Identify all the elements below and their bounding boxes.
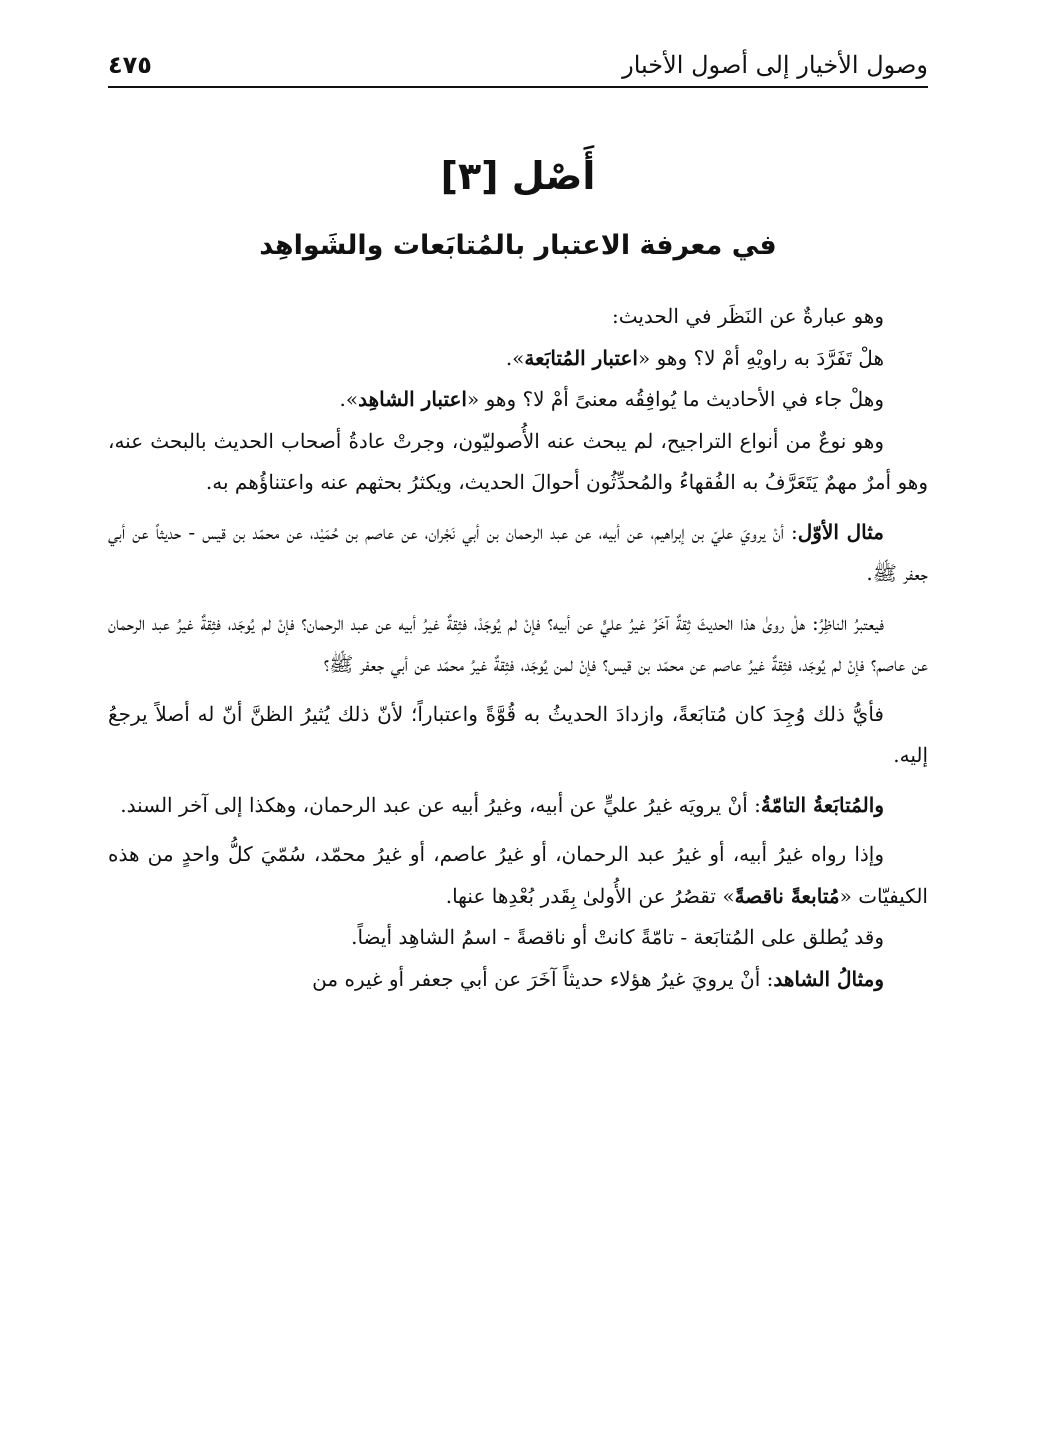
paragraph-text: : أنْ يرويَ عليّ بن إبراهيم، عن أبيه، عن عبد الرحمان بن أبي نَجْران، عن عاصم بن حُمَيْد، عن محمّد بن قيس - حديثاً عن أبي جعفر ﷺ. xyxy=(108,519,928,585)
paragraph-text: وقد يُطلق على المُتابَعة - تامّةً كانتْ أو ناقصةً - اسمُ الشاهِد أيضاً. xyxy=(351,925,884,949)
paragraph-text: هلْ تَفَرَّدَ به راويْهِ أمْ لا؟ وهو « xyxy=(637,345,884,370)
paragraph-shahid-question xyxy=(108,379,928,421)
paragraph-text: وهو نوعٌ من أنواع التراجيح، لم يبحث عنه الأُصوليّون، وجرتْ عادةُ أصحاب الحديث بالبحث عنه، وهو أمرٌ مهمٌ يَتَعَرَّفُ به الفُقهاءُ والمُحدِّثُون أحوالَ الحديث، ويكثرُ بحثهم عنه واعتناؤُهم به. xyxy=(108,428,928,494)
paragraph-text: فيعتبرُ الناظِرُ: هلْ روىٰ هذا الحديثَ ثِقةٌ آخَرُ غيرُ عليٍّ عن أبيه؟ فإنْ لم يُوجَدْ، فثِقةٌ غيرُ أبيه عن عبد الرحمان؟ فإنْ لم يُوجَد، فثِقةٌ غيرُ عبد الرحمان عن عاصم؟ فإنْ لم يُوجَد، فثِقةٌ غيرُ عاصم عن محمّد بن قيس؟ فإنْ لمن يُوجَد، فثِقةٌ غيرُ محمّد عن أبي جعفر ﷺ؟ xyxy=(108,610,928,676)
paragraph-text: وهلْ جاء في الأحاديث ما يُوافِقُه معنىً أمْ لا؟ وهو « xyxy=(466,387,884,411)
chapter-subtitle: في معرفة الاعتبار بالمُتابَعات والشَواهِد xyxy=(259,230,777,261)
paragraph-tarjih xyxy=(108,421,928,504)
paragraph-shahid-example xyxy=(108,959,928,1001)
chapter-title: أَصْل [٣] xyxy=(440,154,596,198)
paragraph-tail: ». xyxy=(505,345,525,370)
term-bold: اعتبار الشاهِد xyxy=(358,387,467,411)
paragraph-tail: ». xyxy=(339,387,359,411)
term-bold: مُتابعةً ناقصةً xyxy=(734,883,840,908)
paragraph-text: وإذا رواه غيرُ أبيه، أو غيرُ عبد الرحمان، أو غيرُ عاصم، أو غيرُ محمّد، سُمّيَ كلُّ واحدٍ من هذه الكيفيّات « xyxy=(108,842,928,908)
paragraph-shahid-usage xyxy=(108,917,928,959)
paragraph-tail: » تقصُرُ عن الأُولىٰ بِقَدر بُعْدِها عنها. xyxy=(445,883,735,908)
paragraph-text: فأيُّ ذلك وُجِدَ كان مُتابَعةً، وازدادَ الحديثُ به قُوَّةً واعتباراً؛ لأنّ ذلك يُثيرُ الظنَّ أنّ له أصلاً يرجعُ إليه. xyxy=(108,701,928,767)
term-bold: مثال الأوّل xyxy=(797,519,884,544)
term-bold: والمُتابَعةُ التامّةُ xyxy=(760,792,884,817)
paragraph-text: وهو عبارةٌ عن النَظَر في الحديث: xyxy=(611,304,884,328)
running-title: وصول الأخيار إلى أصول الأخبار xyxy=(622,51,928,79)
paragraph-first-example xyxy=(108,512,928,595)
term-bold: اعتبار المُتابَعة xyxy=(524,345,638,370)
paragraph-examiner xyxy=(108,603,928,686)
paragraph-text: : أنْ يرويَه غيرُ عليٍّ عن أبيه، وغيرُ أبيه عن عبد الرحمان، وهكذا إلى آخر السند. xyxy=(120,792,761,817)
paragraph-strength xyxy=(108,694,928,777)
body-text xyxy=(108,296,928,1000)
paragraph-complete-mutabaa xyxy=(108,785,928,827)
running-header xyxy=(108,46,928,88)
paragraph-text: : أنْ يرويَ غيرُ هؤلاء حديثاً آخَرَ عن أبي جعفر أو غيره من xyxy=(312,966,774,991)
page-number: ٤٧٥ xyxy=(108,51,152,79)
paragraph-intro xyxy=(108,296,928,338)
paragraph-mutabaa-question xyxy=(108,338,928,380)
term-bold: ومثالُ الشاهد xyxy=(773,966,884,991)
paragraph-partial-mutabaa xyxy=(108,834,928,917)
